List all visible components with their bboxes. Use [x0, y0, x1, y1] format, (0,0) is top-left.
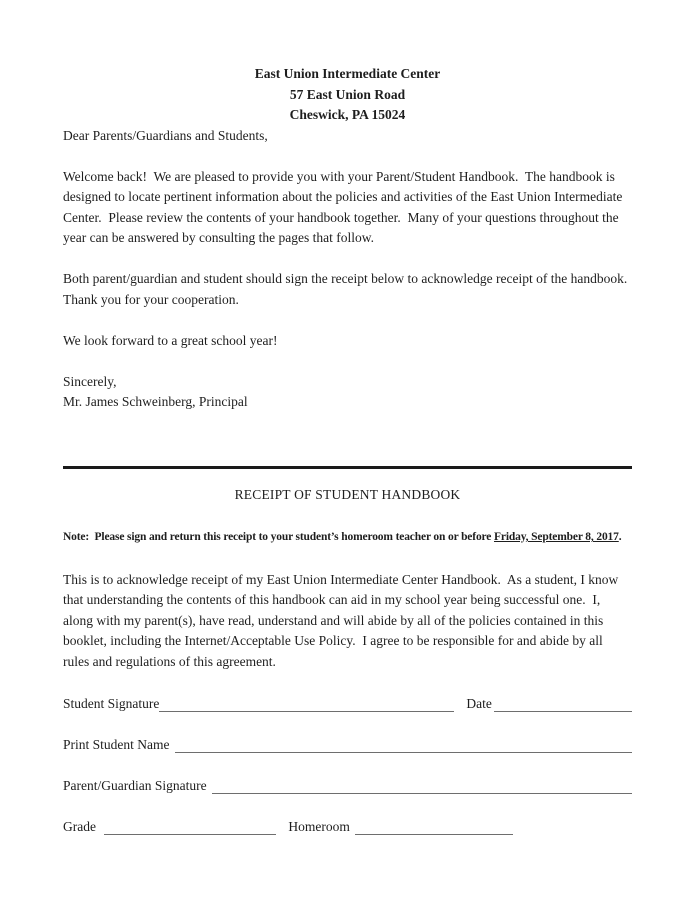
school-name: East Union Intermediate Center: [254, 66, 441, 81]
school-address-city: Cheswick, PA 15024: [289, 107, 406, 122]
salutation: Dear Parents/Guardians and Students,: [63, 127, 268, 143]
section-divider: [63, 466, 632, 469]
receipt-title: RECEIPT OF STUDENT HANDBOOK: [234, 486, 461, 502]
letter-paragraph-welcome: Welcome back! We are pleased to provide you with your Parent/Student Handbook. The handbook is designed to locate pertinent information about the policies and activities of the East Union Intermediate Center. Please review the contents of your handbook together. Many of your questions throughout the year can be answered by consulting the pages that follow.: [63, 168, 626, 245]
print-student-name-line: [175, 735, 632, 753]
letter-closing: [63, 372, 632, 413]
grade-label: Grade: [63, 819, 100, 834]
letter-paragraph-sign-request: Both parent/guardian and student should sign the receipt below to acknowledge receipt of the handbook. Thank you for your cooperation.: [63, 271, 634, 307]
signer-name: Mr. James Schweinberg, Principal: [63, 394, 248, 409]
student-signature-line: [159, 694, 454, 712]
grade-homeroom-row: [63, 817, 632, 835]
homeroom-line: [355, 817, 513, 835]
letter-paragraph-school-year: We look forward to a great school year!: [63, 332, 278, 348]
receipt-acknowledgement-paragraph: This is to acknowledge receipt of my East Union Intermediate Center Handbook. As a student, I know that understanding the contents of this handbook can aid in my school year being successful one. I, along with my parent(s), have read, understand and will abide by all of the policies contained in this booklet, including the Internet/Acceptable Use Policy. I agree to be responsible for and abide by all rules and regulations of this agreement.: [63, 571, 622, 669]
note-period: .: [618, 531, 622, 543]
print-student-name-row: [63, 735, 632, 753]
student-signature-row: [63, 694, 632, 712]
student-signature-label: Student Signature: [63, 696, 160, 711]
print-student-name-label: Print Student Name: [63, 737, 173, 752]
due-date: Friday, September 8, 2017: [493, 531, 619, 543]
closing-word: Sincerely,: [63, 373, 117, 389]
parent-guardian-signature-line: [212, 776, 632, 794]
parent-guardian-signature-label: Parent/Guardian Signature: [63, 778, 210, 793]
return-deadline-note: [63, 527, 632, 548]
parent-guardian-signature-row: [63, 776, 632, 794]
school-address-street: 57 East Union Road: [289, 86, 406, 102]
date-label: Date: [466, 696, 492, 711]
grade-line: [104, 817, 276, 835]
homeroom-label: Homeroom: [288, 819, 354, 834]
note-text: Note: Please sign and return this receipt to your student’s homeroom teacher on or before: [63, 531, 494, 543]
date-line: [494, 694, 632, 712]
letterhead: [63, 64, 632, 126]
